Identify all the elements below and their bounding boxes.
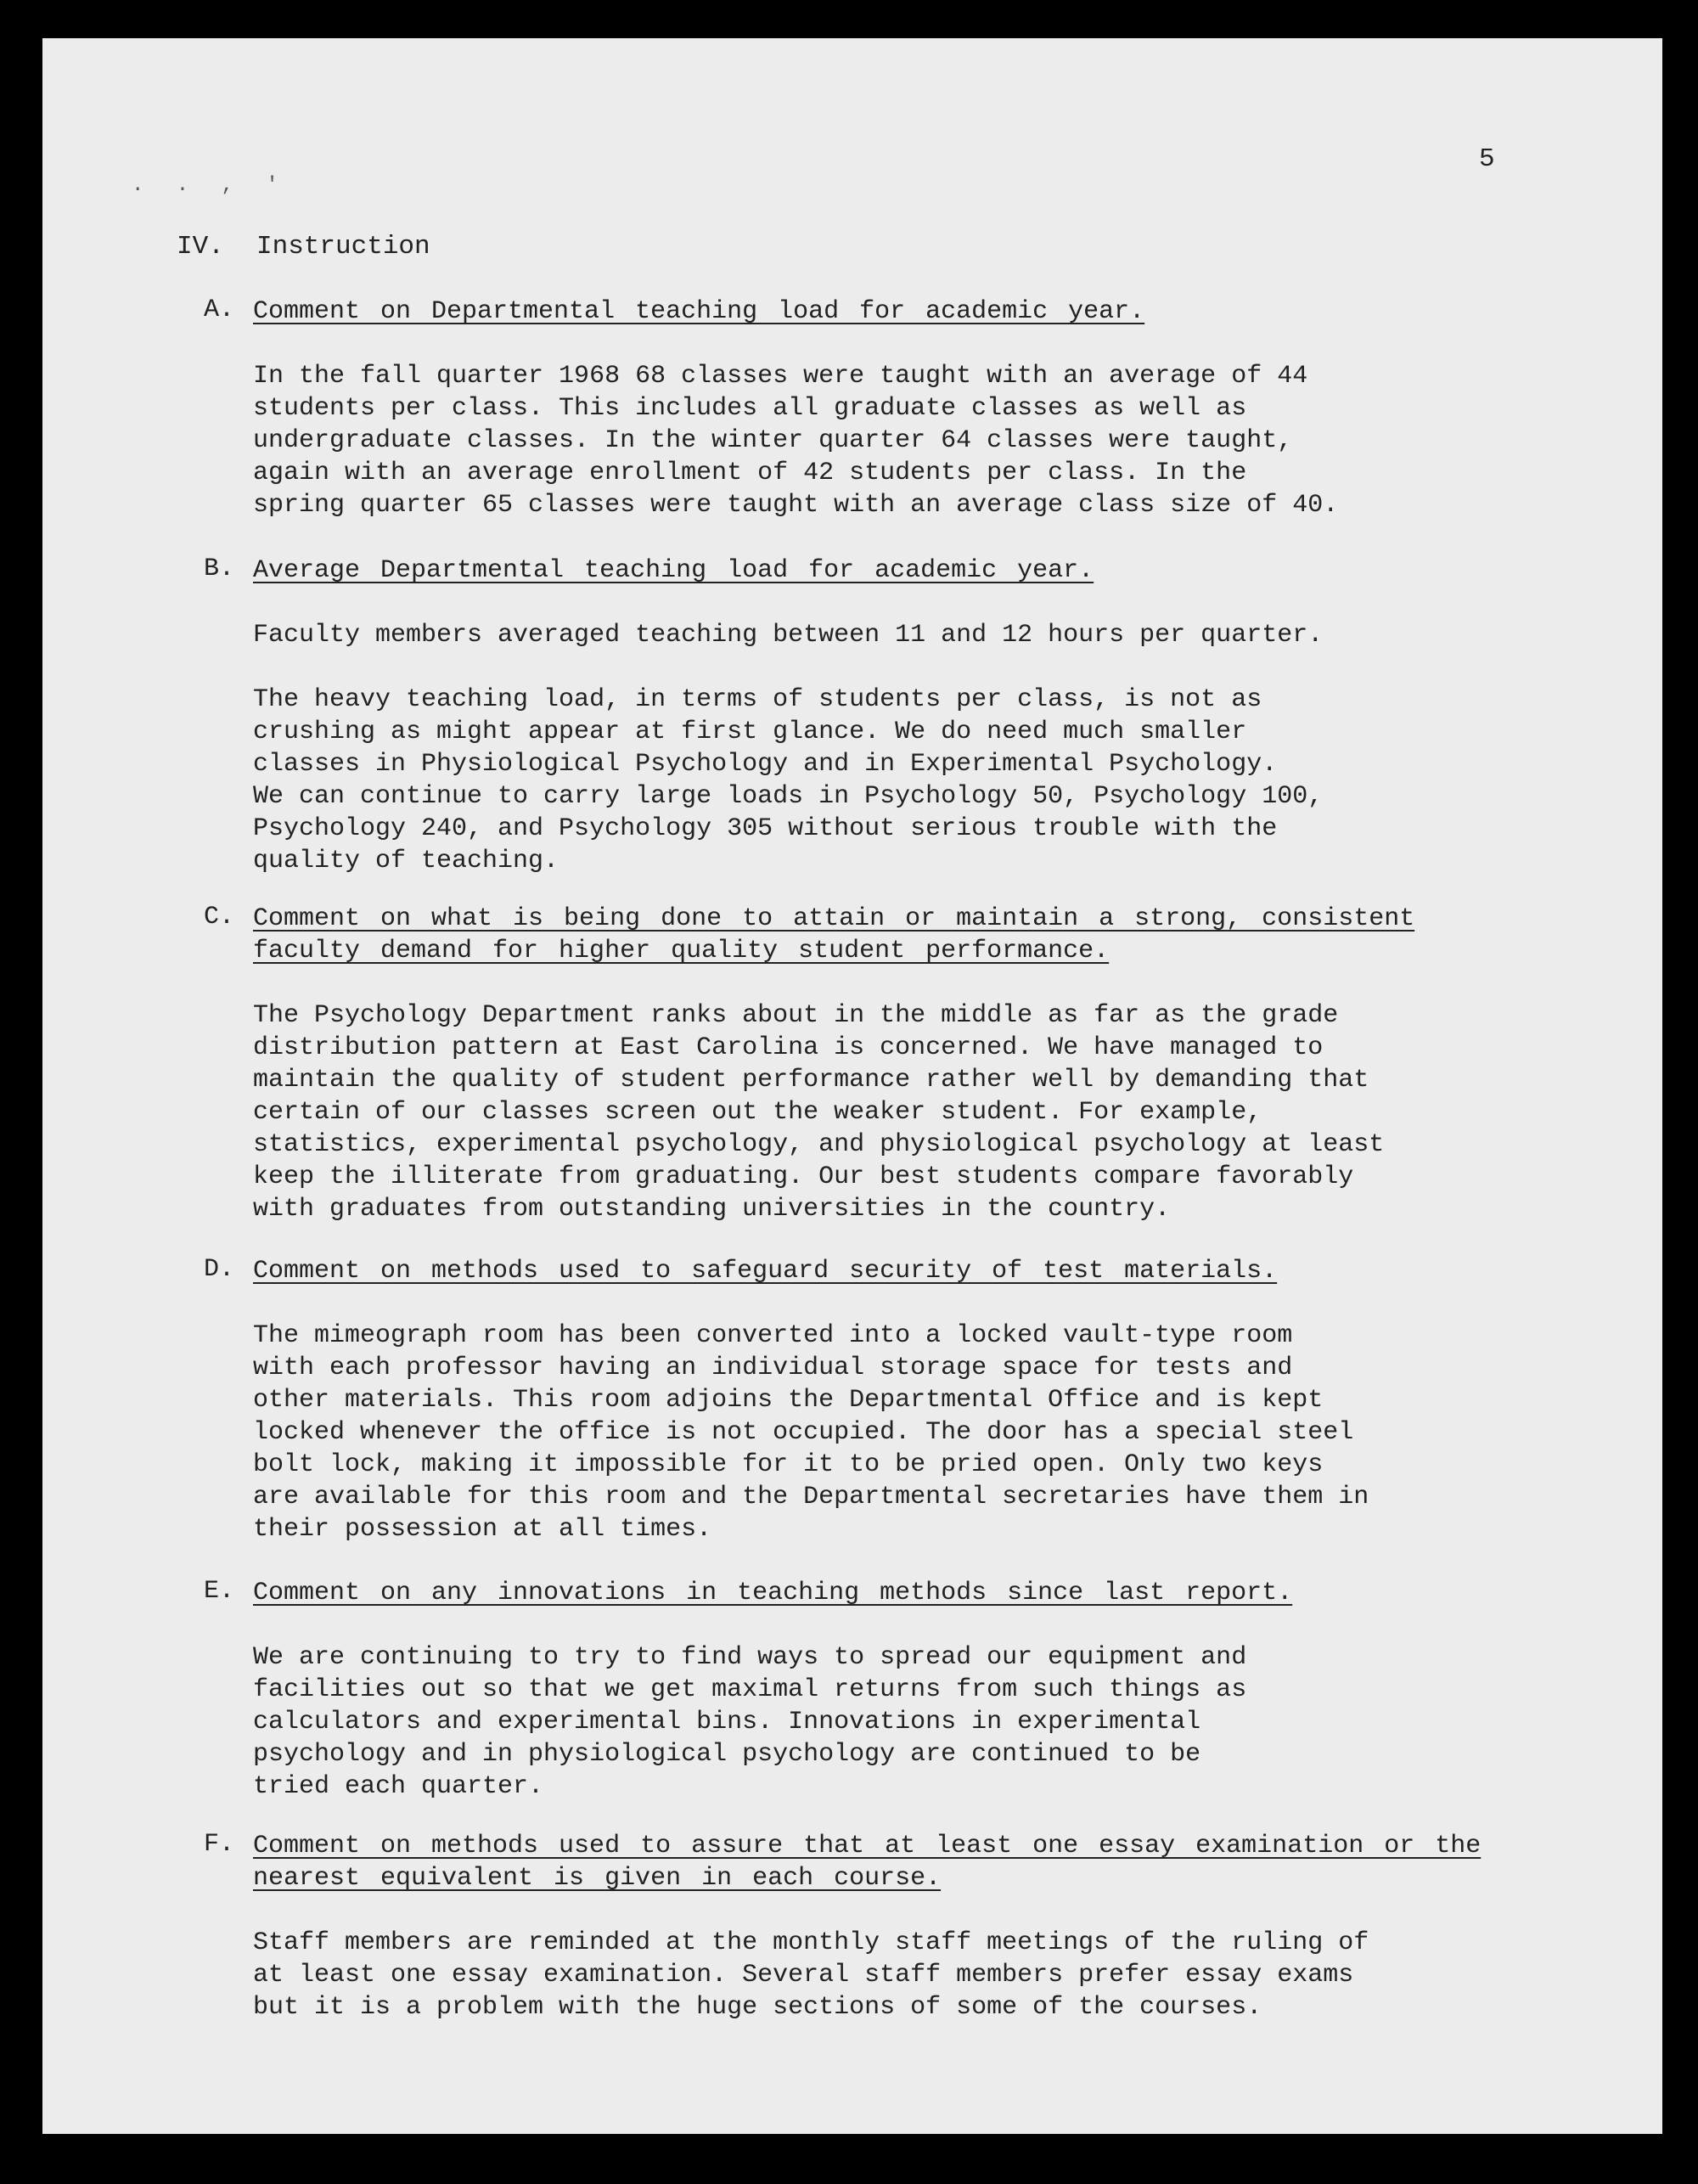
- section-title: Instruction: [256, 232, 430, 262]
- item-f: [204, 1830, 1527, 2024]
- item-paragraph: Faculty members averaged teaching between 11 and 12 hours per quarter.: [253, 621, 1324, 650]
- item-heading: Comment on methods used to assure that at least one essay examination or the nearest equivalent is given in each course.: [253, 1832, 1482, 1893]
- item-paragraph: We are continuing to try to find ways to spread our equipment and facilities out so that we get maximal returns from such things as calculators and experimental bins. Innovations in experimental psychology and in physiological psychology are continued to be tried each quarter.: [253, 1643, 1247, 1801]
- item-heading: Comment on what is being done to attain or maintain a strong, consistent faculty demand for higher quality student performance.: [253, 904, 1415, 965]
- item-letter: D.: [204, 1255, 235, 1284]
- item-letter: C.: [204, 903, 235, 932]
- item-letter: F.: [204, 1830, 235, 1859]
- item-letter: B.: [204, 554, 235, 583]
- item-e: [204, 1577, 1527, 1803]
- page-number: 5: [1479, 144, 1495, 174]
- item-heading: Comment on methods used to safeguard security of test materials.: [253, 1257, 1278, 1286]
- item-heading: Average Departmental teaching load for academic year.: [253, 556, 1094, 585]
- margin-marks: . . , ': [132, 174, 289, 197]
- section-numeral: IV.: [177, 232, 224, 262]
- item-a: [204, 296, 1527, 521]
- item-d: [204, 1255, 1527, 1545]
- item-heading: Comment on any innovations in teaching methods since last report.: [253, 1579, 1293, 1607]
- item-letter: E.: [204, 1577, 235, 1606]
- item-paragraph: The mimeograph room has been converted into a locked vault-type room with each professor having an individual storage space for tests and other materials. This room adjoins the Departmental Office and is kept locked whenever the office is not occupied. The door has a special steel bolt lock, making it impossible for it to be pried open. Only two keys are available for this room and the Departmental secretaries have them in their possession at all times.: [253, 1321, 1369, 1544]
- item-paragraph: The Psychology Department ranks about in the middle as far as the grade distribution pattern at East Carolina is concerned. We have managed to maintain the quality of student performance rather well by demanding that certain of our classes screen out the weaker student. For example, statistics, experimental psychology, and physiological psychology at least keep the illiterate from graduating. Our best students compare favorably with graduates from outstanding universities in the country.: [253, 1001, 1385, 1224]
- document-page: [42, 38, 1662, 2134]
- item-b: [204, 554, 1527, 877]
- section-heading: [177, 232, 430, 262]
- item-c: [204, 903, 1527, 1225]
- item-heading: Comment on Departmental teaching load for academic year.: [253, 297, 1145, 326]
- item-paragraph: Staff members are reminded at the monthly staff meetings of the ruling of at least one essay examination. Several staff members prefer essay exams but it is a problem with the huge sections of some of the courses.: [253, 1928, 1369, 2022]
- item-paragraph: The heavy teaching load, in terms of students per class, is not as crushing as might appear at first glance. We do need much smaller classes in Physiological Psychology and in Experimental Psychology. We can continue to carry large loads in Psychology 50, Psychology 100, Psychology 240, and Psychology 305 without serious trouble with the quality of teaching.: [253, 685, 1324, 875]
- item-paragraph: In the fall quarter 1968 68 classes were taught with an average of 44 students per class. This includes all graduate classes as well as undergraduate classes. In the winter quarter 64 classes were taught, again with an average enrollment of 42 students per class. In the spring quarter 65 classes were taught with an average class size of 40.: [253, 362, 1339, 520]
- item-letter: A.: [204, 296, 235, 324]
